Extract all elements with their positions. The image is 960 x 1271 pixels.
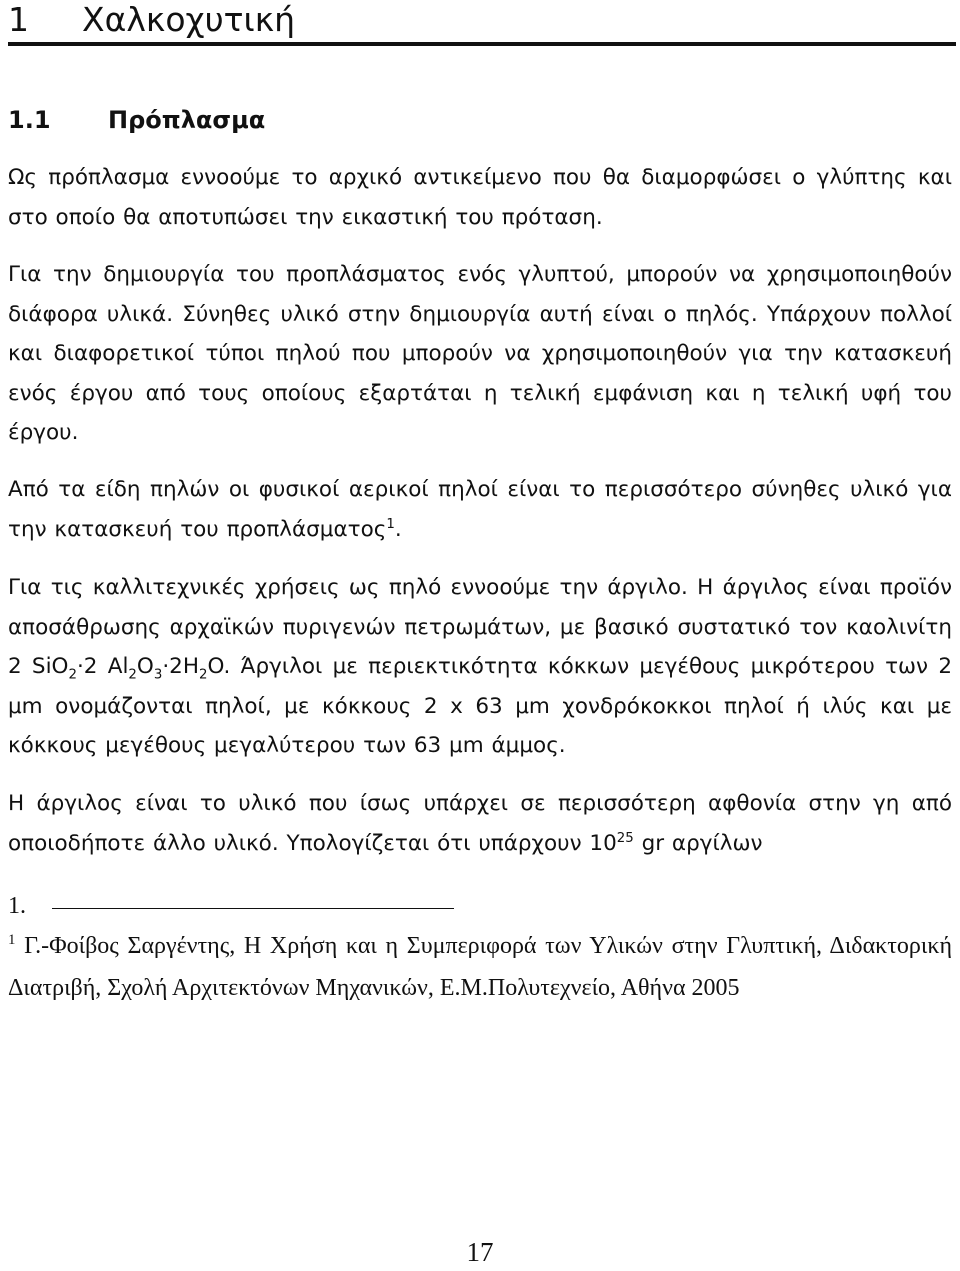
formula-part: ·2 Al: [76, 654, 129, 679]
paragraph-5-text-end: gr αργίλων: [633, 830, 763, 856]
footnote-text: Γ.-Φοίβος Σαργέντης, Η Χρήση και η Συμπεριφορά των Υλικών στην Γλυπτική, Διδακτορική Διατριβή, Σχολή Αρχιτεκτόνων Μηχανικών, Ε.Μ.Πολυτεχνείο, Αθήνα 2005: [8, 933, 952, 1001]
section-title: Πρόπλασμα: [108, 106, 266, 134]
chapter-title: Χαλκοχυτική: [82, 0, 296, 39]
paragraph-4: [8, 568, 952, 766]
paragraph-3-end: .: [394, 516, 402, 542]
formula-subscript: 2: [68, 667, 77, 683]
footnote-separator: [52, 908, 454, 909]
footnote-ref-number: 1: [8, 932, 16, 948]
paragraph-3-text: Από τα είδη πηλών οι φυσικοί αερικοί πηλοί είναι το περισσότερο σύνηθες υλικό για την κατασκευή του προπλάσματος: [8, 477, 952, 542]
section-number: 1.1: [8, 106, 51, 134]
formula-part: O: [136, 654, 154, 679]
paragraph-4-text-end: O. Άργιλοι με περιεκτικότητα κόκκων μεγέθους μικρότερου των 2 μm ονομάζονται πηλοί, με κόκκους 2 x 63 μm χονδρόκοκκοι πηλοί ή ιλύς και με κόκκους μεγέθους μεγαλύτερου των 63 μm άμμος.: [8, 654, 952, 758]
paragraph-5: [8, 784, 952, 863]
footnote-marker: 1.: [8, 893, 26, 919]
footnote-reference: 1: [386, 516, 395, 532]
section-heading: [8, 100, 265, 140]
formula-part: ·2H: [162, 654, 200, 679]
footnote: [8, 925, 952, 1009]
formula-subscript: 2: [199, 667, 208, 683]
paragraph-2: Για την δημιουργία του προπλάσματος ενός γλυπτού, μπορούν να χρησιμοποιηθούν διάφορα υλικά. Σύνηθες υλικό στην δημιουργία αυτή είναι ο πηλός. Υπάρχουν πολλοί και διαφορετικοί τύποι πηλού που μπορούν να χρησιμοποιηθούν για την κατασκευή ενός έργου από τους οποίους εξαρτάται η τελική εμφάνιση και η τελική υφή του έργου.: [8, 262, 952, 445]
page-number: 17: [466, 1237, 494, 1267]
formula-subscript: 2: [128, 667, 137, 683]
paragraph-4-text-start: Για τις καλλιτεχνικές χρήσεις ως πηλό εννοούμε την άργιλο. Η άργιλος είναι προϊόν αποσάθρωσης αρχαϊκών πυριγενών πετρωμάτων, με βασικό συστατικό τον καολινίτη 2 SiO: [8, 575, 952, 679]
paragraph-3: [8, 470, 952, 549]
exponent: 25: [616, 830, 634, 846]
paragraph-5-text-start: Η άργιλος είναι το υλικό που ίσως υπάρχει σε περισσότερη αφθονία στην γη από οποιοδήποτε άλλο υλικό. Υπολογίζεται ότι υπάρχουν 10: [8, 791, 952, 856]
paragraph-1: Ως πρόπλασμα εννοούμε το αρχικό αντικείμενο που θα διαμορφώσει ο γλύπτης και στο οποίο θα αποτυπώσει την εικαστική του πρόταση.: [8, 165, 952, 230]
chapter-heading: [8, 0, 956, 46]
formula-subscript: 3: [153, 667, 163, 683]
chapter-number: 1: [8, 0, 29, 39]
